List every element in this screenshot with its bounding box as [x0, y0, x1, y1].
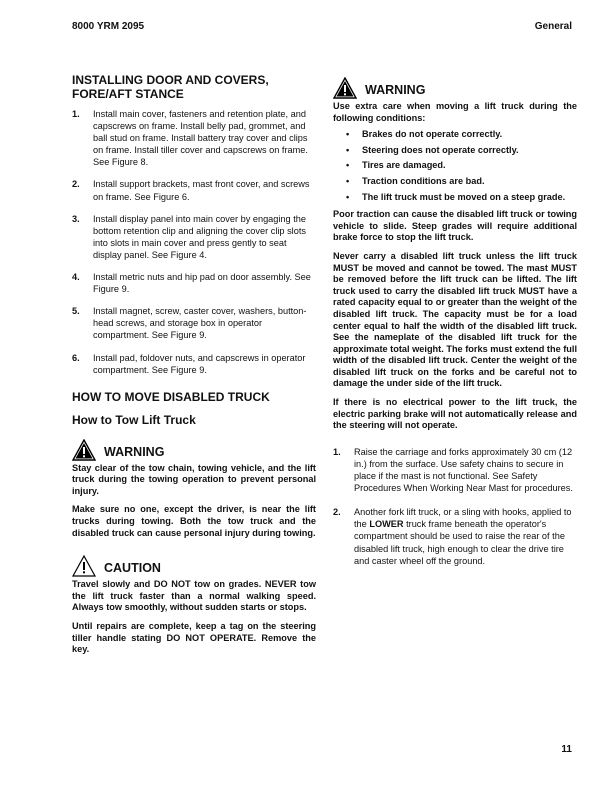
step-text: Install magnet, screw, caster cover, washers, button-head screws, and storage box in operator compartment. See Figure 9.: [93, 306, 307, 341]
condition-text: The lift truck must be moved on a steep grade.: [362, 191, 566, 202]
caution-text: Until repairs are complete, keep a tag on the steering tiller handle stating DO NOT OPERATE. Remove the key.: [72, 621, 316, 655]
header-section: General: [534, 21, 572, 32]
install-heading-line1: INSTALLING DOOR AND COVERS,: [72, 73, 269, 87]
condition-text: Brakes do not operate correctly.: [362, 129, 503, 140]
step-text: Install main cover, fasteners and retention plate, and capscrews on frame. Install belly pad, grommet, and ball stud on frame. Install battery tray cover and clips on frame. Install tiller cover and capscrews on frame. See Figure 8.: [93, 109, 308, 168]
condition-item: • Brakes do not operate correctly.: [346, 129, 503, 140]
header-doc-id: 8000 YRM 2095: [72, 21, 145, 32]
caution-text: Travel slowly and DO NOT tow on grades. NEVER tow the lift truck faster than a normal walking speed. Always tow smoothly, without sudden starts or stops.: [72, 579, 316, 613]
caution-label: CAUTION: [104, 561, 161, 576]
install-step: [72, 178, 316, 202]
warning-intro: Use extra care when moving a lift truck during the following conditions:: [333, 101, 577, 123]
page-number: 11: [561, 744, 572, 755]
tow-step: [333, 506, 577, 566]
step-text: truck frame beneath the operator's compartment should be used to raise the rear of the disabled lift truck, high enough to clear the drive tire and caster wheel off the ground.: [354, 519, 565, 566]
condition-item: • Traction conditions are bad.: [346, 175, 485, 186]
install-steps: [72, 108, 316, 376]
warning-box-move: [333, 77, 577, 99]
install-step: [72, 108, 316, 168]
warning-label: WARNING: [104, 444, 165, 459]
step-number: 1.: [333, 446, 341, 457]
right-column: [333, 73, 577, 577]
step-number: 3.: [72, 213, 80, 224]
caution-box: [72, 555, 316, 577]
condition-item: • The lift truck must be moved on a steep grade.: [346, 191, 566, 202]
step-text: Install display panel into main cover by engaging the bottom retention clip and aligning the cover clip slots into slots in main cover and press gently to seat display panel. See Figure 4.: [93, 213, 306, 260]
warning-text: Poor traction can cause the disabled lift truck or towing vehicle to slide. Steep grades will require additional brake force to stop the lift truck.: [333, 209, 577, 243]
warning-text: If there is no electrical power to the lift truck, the electric parking brake will not automatically release and the steering will not operate.: [333, 397, 577, 431]
install-heading: [72, 73, 316, 101]
tow-subheading: How to Tow Lift Truck: [72, 412, 196, 427]
step-text: Install pad, foldover nuts, and capscrews in operator compartment. See Figure 9.: [93, 352, 306, 375]
step-number: 1.: [72, 109, 80, 119]
step-number: 4.: [72, 272, 80, 283]
step-emphasis: LOWER: [369, 519, 404, 530]
warning-text: Make sure no one, except the driver, is near the lift trucks during towing. Both the tow truck and the disabled truck can cause personal injury during towing.: [72, 504, 316, 538]
install-step: [72, 352, 316, 376]
warning-text: Stay clear of the tow chain, towing vehicle, and the lift truck during the towing operation to prevent personal injury.: [72, 462, 316, 496]
step-number: 6.: [72, 352, 80, 363]
move-heading: HOW TO MOVE DISABLED TRUCK: [72, 389, 270, 404]
left-column: [72, 73, 316, 663]
warning-box-tow: [72, 439, 316, 461]
step-number: 5.: [72, 306, 80, 317]
warning-label: WARNING: [365, 83, 426, 97]
install-step: [72, 271, 316, 295]
step-text: Install metric nuts and hip pad on door assembly. See Figure 9.: [93, 272, 311, 295]
install-step: [72, 213, 316, 261]
warning-text: Never carry a disabled lift truck unless the lift truck MUST be moved and cannot be towed. The mast MUST be removed before the lift truck can be lifted. The lift truck used to carry the disabled lift truck MUST have a rated capacity equal to or greater than the weight of the disabled lift truck. The capacity must be for a load center equal to half the width of the disabled lift truck. See the nameplate of the disabled lift truck for the approximate total weight. The forks must extend the full width of the disabled lift truck. Center the weight of the disabled lift truck on the forks and be careful not to damage the under side of the lift truck.: [333, 250, 578, 389]
tow-step: [333, 446, 577, 494]
caution-triangle-icon: [72, 555, 96, 577]
step-text: Another fork lift truck, or a sling with hooks, applied to the: [354, 507, 572, 530]
tow-steps: [333, 446, 577, 567]
condition-text: Traction conditions are bad.: [362, 175, 485, 186]
step-text: Raise the carriage and forks approximately 30 cm (12 in.) from the surface. Use safety chains to secure in place if the mast is not functional. See Safety Procedures When Working Near Mast for procedures.: [354, 446, 573, 494]
condition-item: • Tires are damaged.: [346, 160, 446, 171]
step-number: 2.: [72, 179, 80, 190]
install-step: [72, 305, 316, 341]
condition-text: Steering does not operate correctly.: [362, 144, 519, 155]
condition-text: Tires are damaged.: [362, 160, 446, 171]
step-text: Install support brackets, mast front cover, and screws on frame. See Figure 6.: [93, 179, 310, 202]
install-heading-line2: FORE/AFT STANCE: [72, 87, 184, 101]
condition-list: [333, 129, 577, 203]
warning-triangle-icon: [72, 439, 96, 461]
condition-item: • Steering does not operate correctly.: [346, 144, 519, 155]
warning-triangle-icon: [333, 77, 357, 99]
step-number: 2.: [333, 507, 341, 518]
